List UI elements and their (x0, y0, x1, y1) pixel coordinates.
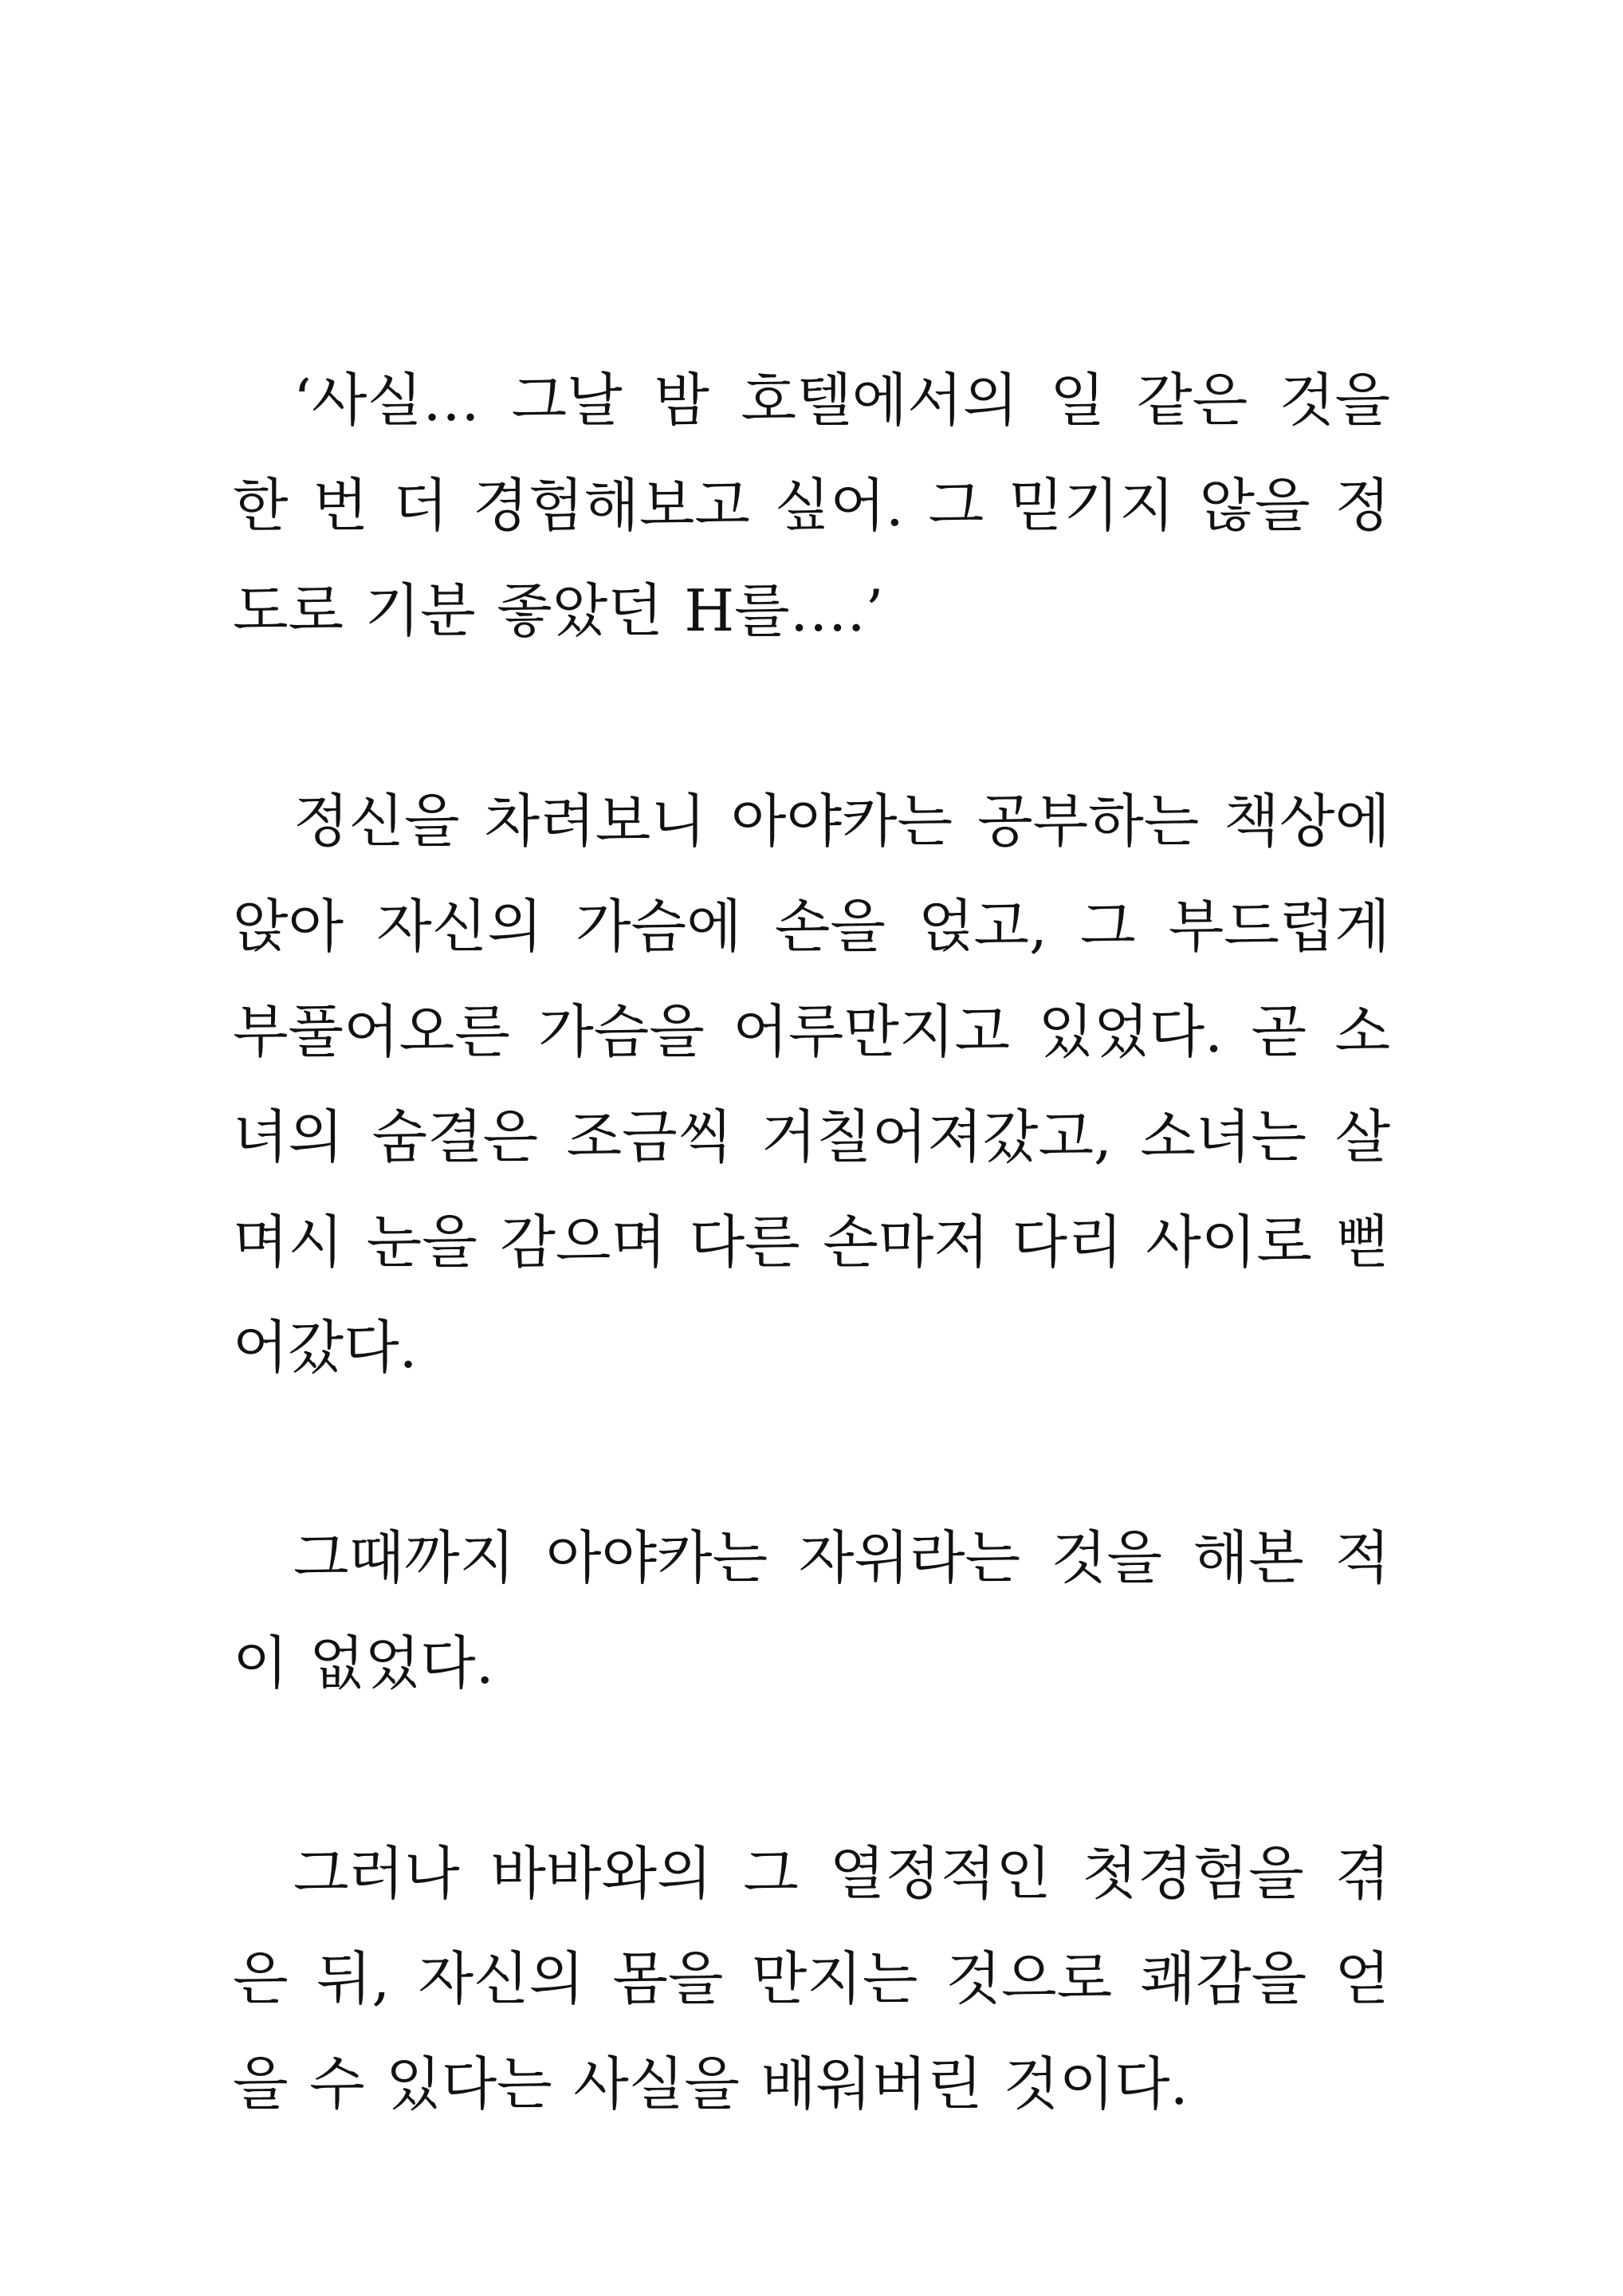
body-text (233, 348, 1390, 2137)
paragraph-4: 그러나 바바와의 그 열정적인 첫경험을 겪은 뒤, 자신의 몸을 만지는 것으로 쾌감을 얻을 수 있다는 사실을 배워버린 것이다. (233, 1840, 1390, 2117)
paragraph-2: 정신을 차려보니 아야카는 공부하는 책상에 앉아 자신의 가슴에 손을 얹고, 그 부드럽게 부풀어오른 가슴을 어루만지고 있었다. 곧 소녀의 숨결은 조금씩 거칠어져갔고, 소녀는 살며시 눈을 감으며 다른 손마저 다리 사이로 뻗어갔다. (233, 788, 1390, 1381)
paragraph-1: ‘사실… 그날 밤 호텔에서의 일 같은 것을 한 번 더 경험해보고 싶어. 그 믿기지 않을 정도로 기분 좋았던 H를….’ (233, 367, 1390, 644)
paragraph-3: 그때까지 아야카는 자위라는 것을 해본 적이 없었다. (233, 1524, 1390, 1696)
